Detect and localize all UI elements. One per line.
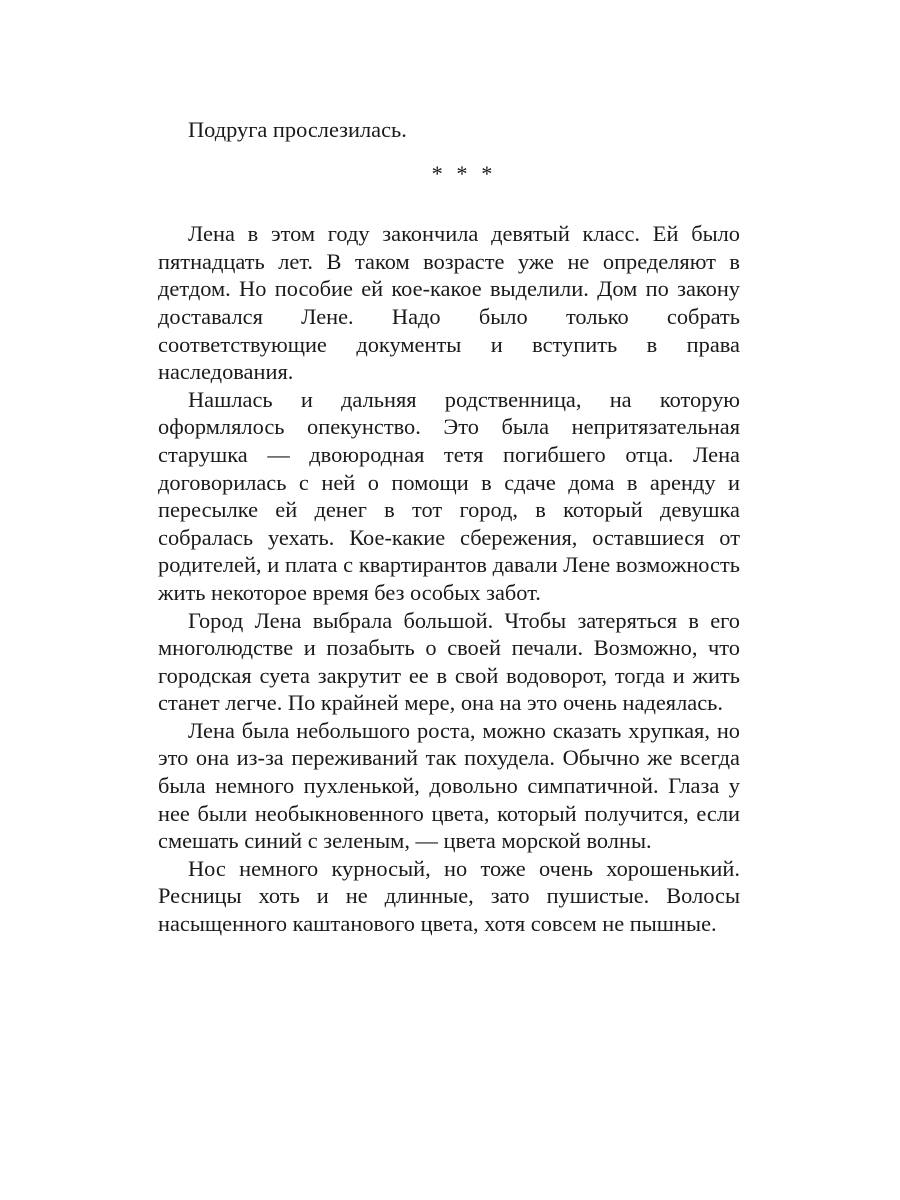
paragraph-1: Лена в этом году закончила девятый класс. Ей было пятнадцать лет. В таком возрасте уже не определяют в детдом. Но пособие ей кое-какое выделили. Дом по закону доставался Лене. Надо было только собрать соответствующие документы и вступить в права наследования.: [158, 221, 740, 385]
paragraph-3: Город Лена выбрала большой. Чтобы затеряться в его многолюдстве и позабыть о своей печали. Возможно, что городская суета закрутит ее в свой водоворот, тогда и жить станет легче. По крайней мере, она на это очень надеялась.: [158, 607, 740, 716]
opening-line: Подруга прослезилась.: [188, 117, 407, 142]
paragraph-4: Лена была небольшого роста, можно сказать хрупкая, но это она из-за переживаний так похудела. Обычно же всегда была немного пухленькой, довольно симпатичной. Глаза у нее были необыкновенного цвета, который получится, если смешать синий с зеленым, — цвета морской волны.: [158, 717, 740, 854]
book-page: [158, 116, 740, 938]
paragraph-5: Нос немного курносый, но тоже очень хорошенький. Ресницы хоть и не длинные, зато пушистые. Волосы насыщенного каштанового цвета, хотя совсем не пышные.: [158, 855, 740, 937]
paragraph-2: Нашлась и дальняя родственница, на которую оформлялось опекунство. Это была непритязательная старушка — двоюродная тетя погибшего отца. Лена договорилась с ней о помощи в сдаче дома в аренду и пересылке ей денег в тот город, в который девушка собралась уехать. Кое-какие сбережения, оставшиеся от родителей, и плата с квартирантов давали Лене возможность жить некоторое время без особых забот.: [158, 386, 740, 605]
section-separator: * * *: [431, 160, 497, 186]
